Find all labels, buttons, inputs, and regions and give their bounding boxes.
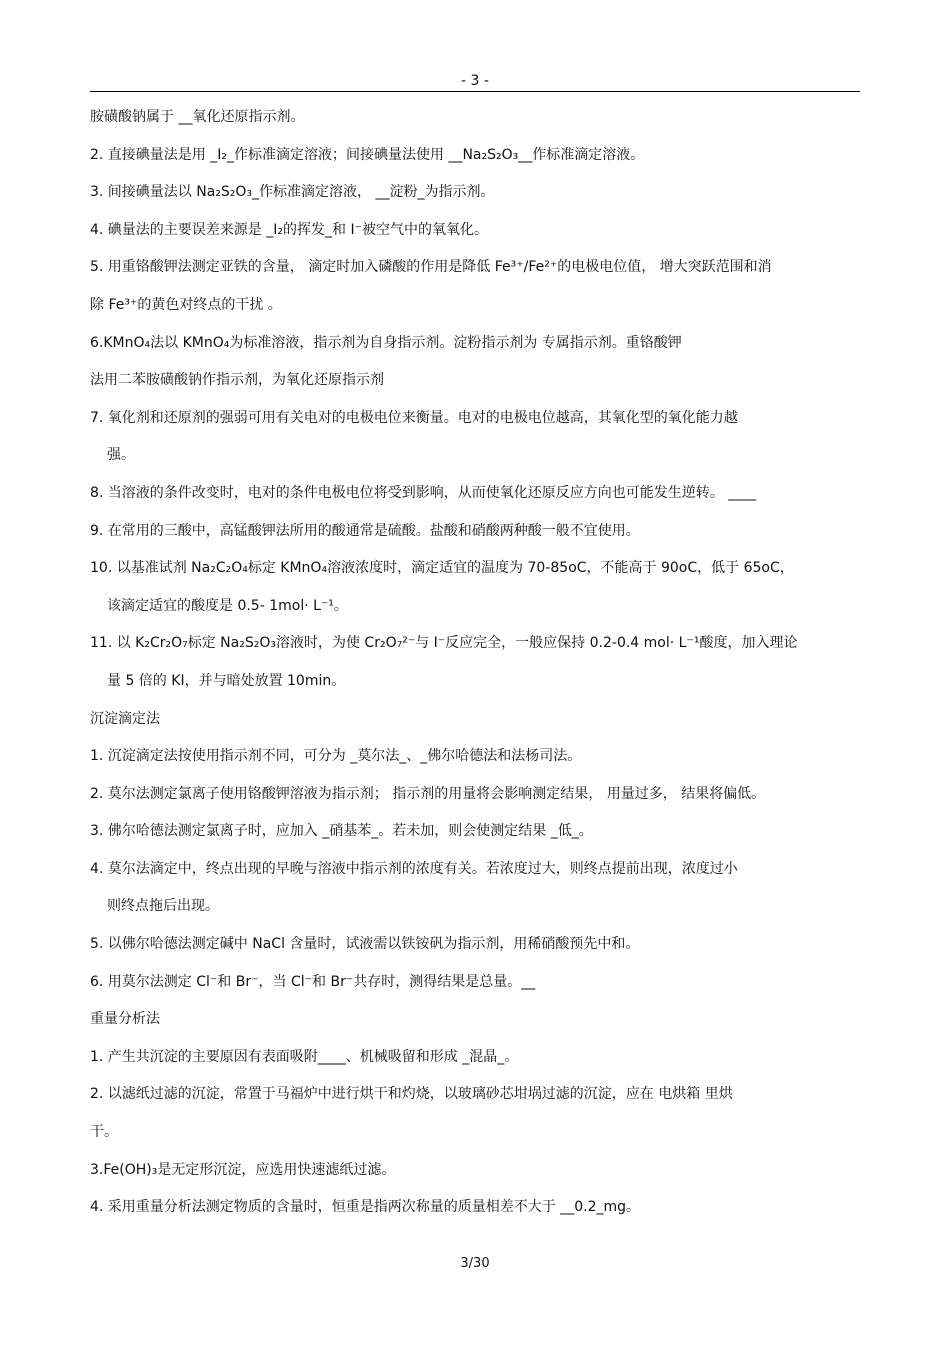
page-header-marker: - 3 - [461, 73, 489, 89]
text-line: 干。 [90, 1124, 118, 1141]
text-line: 10. 以基准试剂 Na₂C₂O₄标定 KMnO₄溶液浓度时，滴定适宜的温度为 70-85oC，不能高于 90oC，低于 65oC， [90, 560, 794, 577]
text-line: 6. 用莫尔法测定 Cl⁻和 Br⁻，当 Cl⁻和 Br⁻共存时，测得结果是总量。__ [90, 973, 536, 990]
text-line: 重量分析法 [90, 1011, 160, 1028]
text-line: 除 Fe³⁺的黄色对终点的干扰 。 [90, 296, 282, 313]
text-line: 2. 以滤纸过滤的沉淀，常置于马福炉中进行烘干和灼烧，以玻璃砂芯坩埚过滤的沉淀，应在 电烘箱 里烘 [90, 1086, 733, 1103]
text-line: 量 5 倍的 KI，并与暗处放置 10min。 [107, 672, 346, 689]
text-line: 沉淀滴定法 [90, 710, 160, 727]
text-line: 1. 沉淀滴定法按使用指示剂不同，可分为 _莫尔法_、_佛尔哈德法和法杨司法。 [90, 748, 582, 765]
text-line: 5. 以佛尔哈德法测定碱中 NaCl 含量时，试液需以铁铵矾为指示剂，用稀硝酸预先中和。 [90, 936, 640, 953]
text-line: 5. 用重铬酸钾法测定亚铁的含量， 滴定时加入磷酸的作用是降低 Fe³⁺/Fe²⁺的电极电位值， 增大突跃范围和消 [90, 259, 772, 276]
document-body [90, 99, 862, 1227]
text-line: 2. 直接碘量法是用 _I₂_作标准滴定溶液；间接碘量法使用 __Na₂S₂O₃__作标准滴定溶液。 [90, 146, 645, 163]
text-line: 8. 当溶液的条件改变时，电对的条件电极电位将受到影响，从而使氧化还原反应方向也可能发生逆转。 ____ [90, 484, 757, 501]
text-line: 3. 佛尔哈德法测定氯离子时，应加入 _硝基苯_。若未加，则会使测定结果 _低_。 [90, 823, 593, 840]
text-line: 4. 采用重量分析法测定物质的含量时，恒重是指两次称量的质量相差不大于 __0.2_mg。 [90, 1199, 641, 1216]
text-line: 11. 以 K₂Cr₂O₇标定 Na₂S₂O₃溶液时，为使 Cr₂O₇²⁻与 I⁻反应完全，一般应保持 0.2-0.4 mol· L⁻¹酸度，加入理论 [90, 635, 798, 652]
text-line: 7. 氧化剂和还原剂的强弱可用有关电对的电极电位来衡量。电对的电极电位越高，其氧化型的氧化能力越 [90, 409, 738, 426]
text-line: 3. 间接碘量法以 Na₂S₂O₃_作标准滴定溶液， __淀粉_为指示剂。 [90, 184, 495, 201]
text-line: 6.KMnO₄法以 KMnO₄为标准溶液，指示剂为自身指示剂。淀粉指示剂为 专属指示剂。重铬酸钾 [90, 334, 682, 351]
text-line: 2. 莫尔法测定氯离子使用铬酸钾溶液为指示剂； 指示剂的用量将会影响测定结果， 用量过多， 结果将偏低。 [90, 785, 766, 802]
text-line: 4. 莫尔法滴定中，终点出现的早晚与溶液中指示剂的浓度有关。若浓度过大，则终点提前出现，浓度过小 [90, 860, 738, 877]
page-number: 3/30 [460, 1256, 490, 1271]
text-line: 3.Fe(OH)₃是无定形沉淀，应选用快速滤纸过滤。 [90, 1161, 396, 1178]
text-line: 法用二苯胺磺酸钠作指示剂，为氧化还原指示剂 [90, 372, 384, 389]
text-line: 该滴定适宜的酸度是 0.5- 1mol· L⁻¹。 [107, 597, 348, 614]
text-line: 4. 碘量法的主要误差来源是 _I₂的挥发_和 I⁻被空气中的氧氧化。 [90, 221, 488, 238]
text-line: 强。 [107, 447, 135, 464]
header-rule [90, 91, 860, 92]
text-line: 9. 在常用的三酸中，高锰酸钾法所用的酸通常是硫酸。盐酸和硝酸两种酸一般不宜使用。 [90, 522, 640, 539]
text-line: 1. 产生共沉淀的主要原因有表面吸附____、机械吸留和形成 _混晶_。 [90, 1048, 519, 1065]
text-line: 则终点拖后出现。 [107, 898, 219, 915]
text-line: 胺磺酸钠属于 __氧化还原指示剂。 [90, 109, 305, 125]
